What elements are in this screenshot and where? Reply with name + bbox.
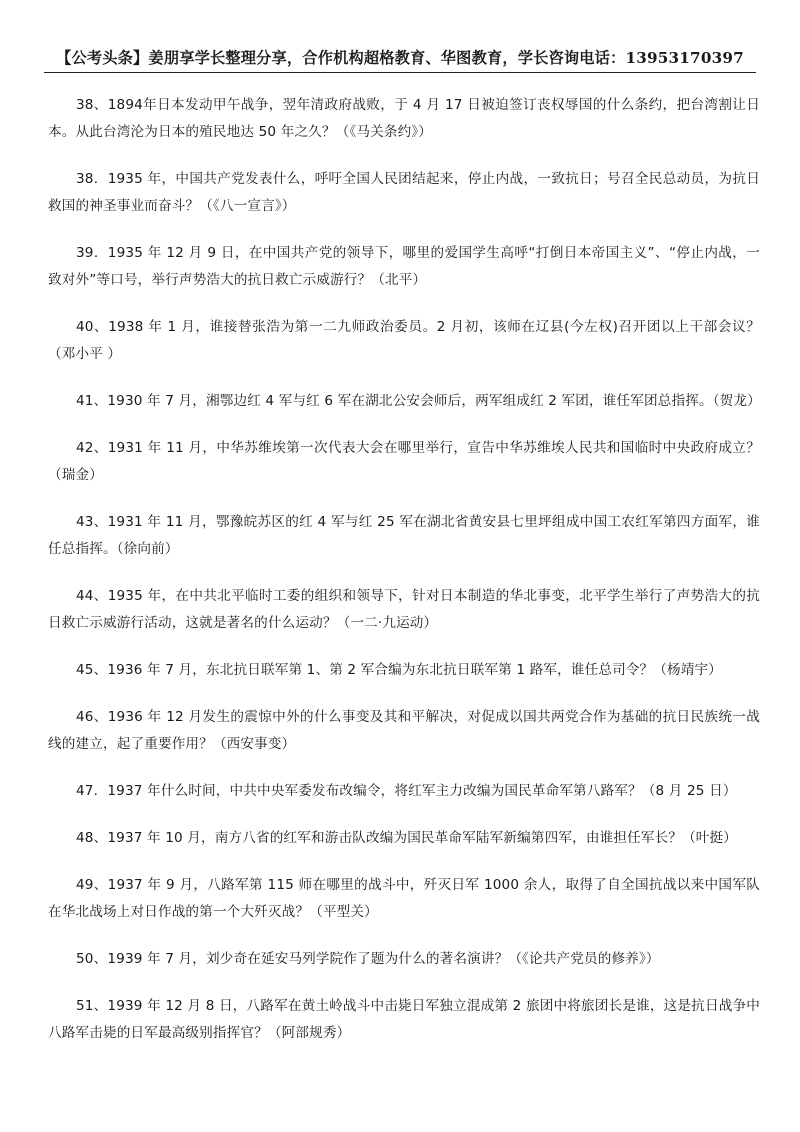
question-item: 51、1939 年 12 月 8 日，八路军在黄土岭战斗中击毙日军独立混成第 2 旅团中将旅团长是谁，这是抗日战争中八路军击毙的日军最高级别指挥官？（阿部规秀） — [48, 998, 760, 1041]
question-list — [48, 92, 760, 1047]
question-item: 41、1930 年 7 月，湘鄂边红 4 军与红 6 军在湖北公安会师后，两军组成红 2 军团，谁任军团总指挥。（贺龙） — [76, 393, 761, 409]
question-item: 40、1938 年 1 月，谁接替张浩为第一二九师政治委员。2 月初，该师在辽县(今左权)召开团以上干部会议？（邓小平 ） — [48, 319, 760, 362]
question-item: 47．1937 年什么时间，中共中央军委发布改编令，将红军主力改编为国民革命军第八路军？（8 月 25 日） — [76, 783, 737, 799]
question-item: 38、1894年日本发动甲午战争，翌年清政府战败，于 4 月 17 日被迫签订丧权辱国的什么条约，把台湾割让日本。从此台湾沦为日本的殖民地达 50 年之久？（《马关条约》） — [48, 97, 760, 140]
question-item: 46、1936 年 12 月发生的震惊中外的什么事变及其和平解决，对促成以国共两党合作为基础的抗日民族统一战线的建立，起了重要作用？（西安事变） — [48, 709, 760, 752]
question-item: 48、1937 年 10 月，南方八省的红军和游击队改编为国民革命军陆军新编第四军，由谁担任军长？（叶挺） — [76, 830, 738, 846]
question-item: 43、1931 年 11 月，鄂豫皖苏区的红 4 军与红 25 军在湖北省黄安县七里坪组成中国工农红军第四方面军，谁任总指挥。（徐向前） — [48, 514, 760, 557]
header-divider — [44, 72, 756, 73]
question-item: 49、1937 年 9 月，八路军第 115 师在哪里的战斗中，歼灭日军 1000 余人，取得了自全国抗战以来中国军队在华北战场上对日作战的第一个大歼灭战？（平型关） — [48, 877, 760, 920]
question-item: 50、1939 年 7 月，刘少奇在延安马列学院作了题为什么的著名演讲？（《论共产党员的修养》） — [76, 951, 660, 967]
question-item: 44、1935 年，在中共北平临时工委的组织和领导下，针对日本制造的华北事变，北平学生举行了声势浩大的抗日救亡示威游行活动，这就是著名的什么运动？（一二·九运动） — [48, 588, 760, 631]
question-item: 42、1931 年 11 月，中华苏维埃第一次代表大会在哪里举行，宣告中华苏维埃人民共和国临时中央政府成立？（瑞金） — [48, 440, 760, 483]
question-item: 39．1935 年 12 月 9 日，在中国共产党的领导下，哪里的爱国学生高呼“打倒日本帝国主义”、“停止内战，一致对外”等口号，举行声势浩大的抗日救亡示威游行？（北平） — [48, 245, 760, 288]
question-item: 38．1935 年，中国共产党发表什么，呼吁全国人民团结起来，停止内战，一致抗日；号召全民总动员，为抗日救国的神圣事业而奋斗？（《八一宣言》） — [48, 171, 760, 214]
page-header: 【公考头条】姜朋享学长整理分享，合作机构超格教育、华图教育，学长咨询电话：13953170397 — [56, 49, 744, 67]
question-item: 45、1936 年 7 月，东北抗日联军第 1、第 2 军合编为东北抗日联军第 1 路军，谁任总司令？（杨靖宇） — [76, 662, 723, 678]
